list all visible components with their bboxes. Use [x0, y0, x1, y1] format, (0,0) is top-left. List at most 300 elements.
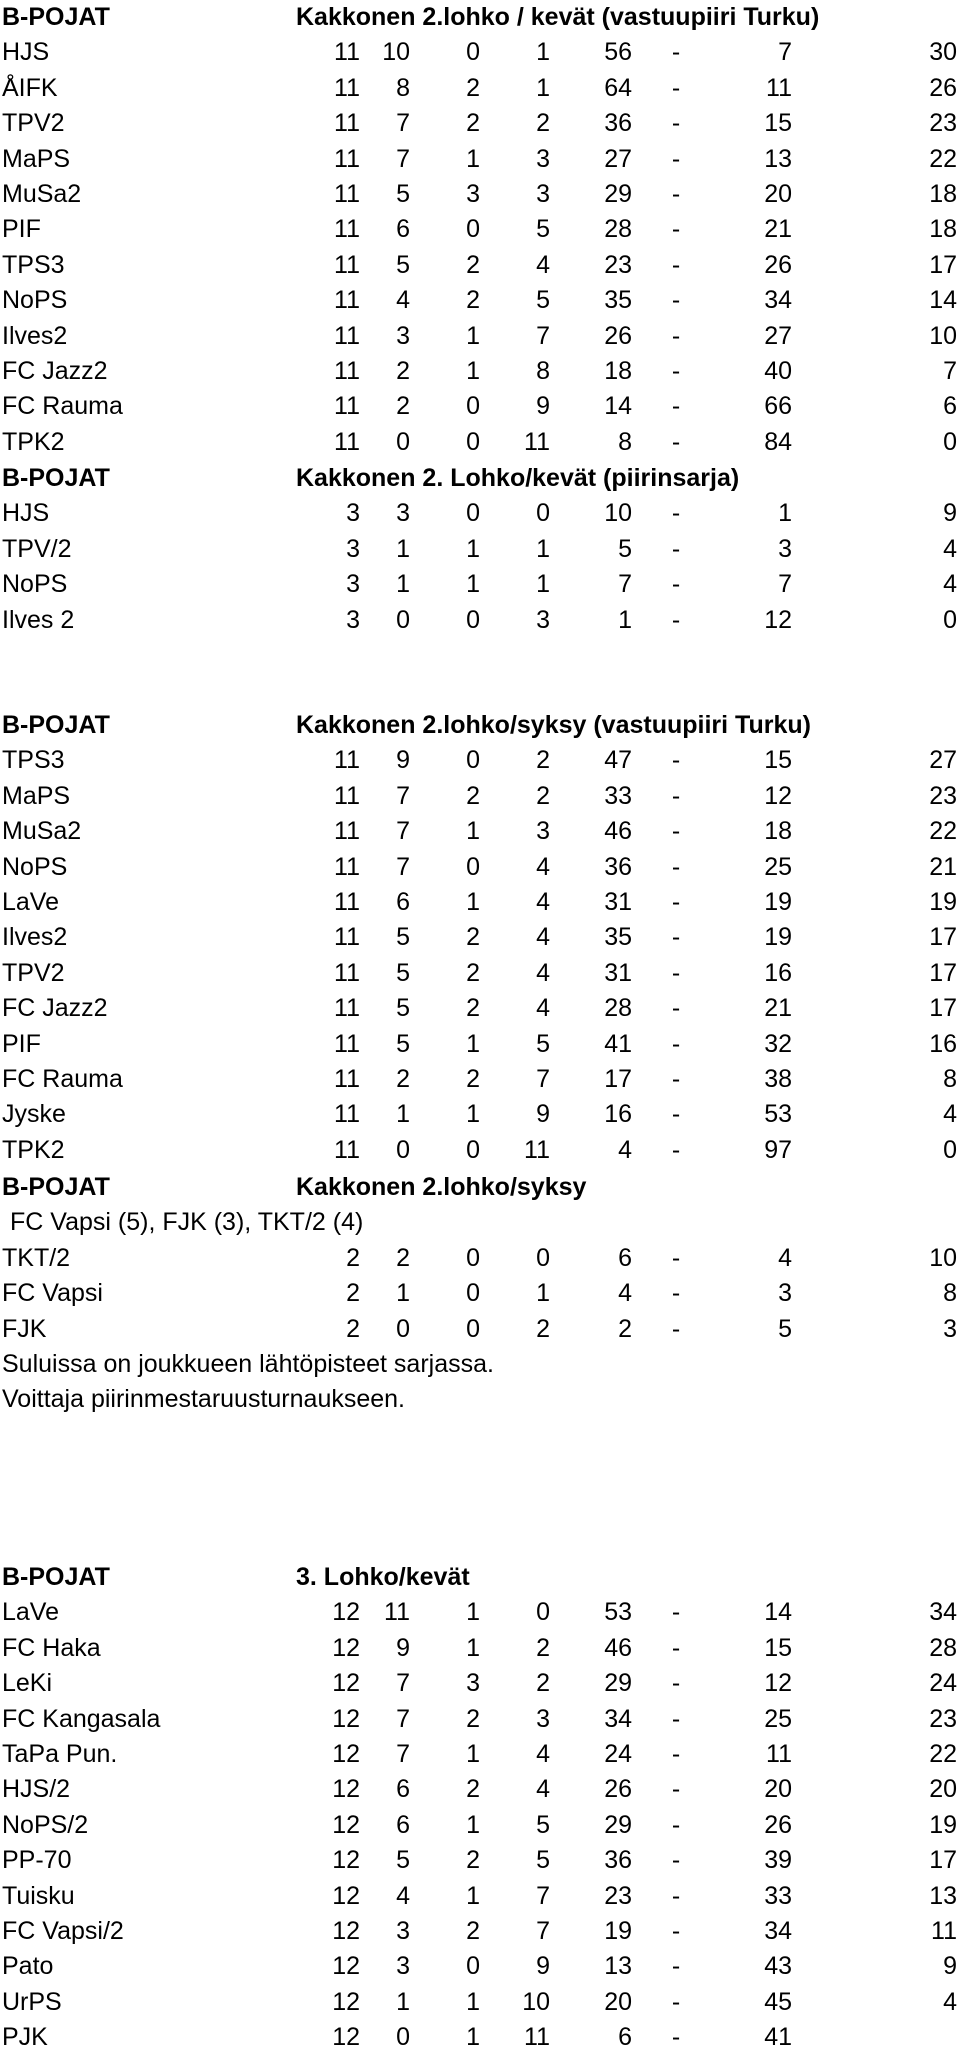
losses: 5: [536, 1029, 550, 1058]
team-name: TPK2: [2, 427, 65, 456]
table-row: [0, 389, 960, 424]
goals-against: 34: [764, 1916, 792, 1945]
goals-against: 41: [764, 2023, 792, 2052]
team-name: HJS: [2, 499, 50, 528]
score-separator: -: [671, 923, 681, 952]
section-header: [0, 461, 960, 496]
draws: 2: [466, 781, 480, 810]
games-played: 12: [332, 1846, 360, 1875]
note-winner: Voittaja piirinmestaruusturnaukseen.: [2, 1385, 406, 1414]
losses: 11: [524, 1135, 550, 1164]
games-played: 12: [332, 1881, 360, 1910]
table-row: [0, 1027, 960, 1062]
team-name: PIF: [2, 215, 41, 244]
points: 3: [943, 1314, 957, 1343]
games-played: 12: [332, 2023, 360, 2052]
team-name: HJS/2: [2, 1775, 71, 1804]
games-played: 12: [332, 1704, 360, 1733]
team-name: Ilves2: [2, 321, 68, 350]
points: 4: [943, 1987, 957, 2016]
points: 13: [929, 1881, 957, 1910]
table-row: [0, 956, 960, 991]
losses: 4: [536, 994, 550, 1023]
losses: 7: [536, 1064, 550, 1093]
wins: 5: [396, 923, 410, 952]
wins: 6: [396, 215, 410, 244]
points: 10: [929, 1243, 957, 1272]
section-subtitle: FC Vapsi (5), FJK (3), TKT/2 (4): [10, 1208, 364, 1237]
team-name: FC Kangasala: [2, 1704, 161, 1733]
wins: 1: [396, 1100, 410, 1129]
team-name: Tuisku: [2, 1881, 75, 1910]
wins: 0: [396, 427, 410, 456]
losses: 4: [536, 852, 550, 881]
score-separator: -: [671, 250, 681, 279]
table-row: [0, 850, 960, 885]
team-name: ÅIFK: [2, 73, 58, 102]
team-name: NoPS: [2, 570, 68, 599]
games-played: 12: [332, 1810, 360, 1839]
goals-against: 12: [764, 605, 792, 634]
score-separator: -: [671, 1846, 681, 1875]
draws: 2: [466, 286, 480, 315]
goals-against: 16: [764, 958, 792, 987]
team-name: MaPS: [2, 144, 71, 173]
draws: 1: [466, 1029, 480, 1058]
table-row: [0, 1949, 960, 1984]
games-played: 3: [346, 534, 360, 563]
table-row: [0, 1808, 960, 1843]
goals-against: 39: [764, 1846, 792, 1875]
draws: 1: [466, 1598, 480, 1627]
table-row: [0, 1879, 960, 1914]
score-separator: -: [671, 427, 681, 456]
table-row: [0, 2020, 960, 2055]
losses: 11: [524, 427, 550, 456]
table-row: [0, 1595, 960, 1630]
score-separator: -: [671, 958, 681, 987]
wins: 5: [396, 250, 410, 279]
losses: 3: [536, 144, 550, 173]
team-name: FC Vapsi/2: [2, 1916, 124, 1945]
points: 26: [929, 73, 957, 102]
wins: 2: [396, 1064, 410, 1093]
goals-against: 25: [764, 1704, 792, 1733]
wins: 6: [396, 1775, 410, 1804]
goals-for: 35: [604, 923, 632, 952]
points: 23: [929, 109, 957, 138]
goals-for: 36: [604, 1846, 632, 1875]
team-name: TPV2: [2, 958, 65, 987]
goals-for: 34: [604, 1704, 632, 1733]
games-played: 11: [334, 109, 360, 138]
wins: 3: [396, 1916, 410, 1945]
table-row: [0, 1133, 960, 1168]
wins: 6: [396, 1810, 410, 1839]
points: 0: [943, 427, 957, 456]
table-row: [0, 1276, 960, 1311]
losses: 11: [524, 2023, 550, 2052]
draws: 1: [466, 2023, 480, 2052]
goals-for: 8: [618, 427, 632, 456]
goals-against: 33: [764, 1881, 792, 1910]
games-played: 11: [334, 1100, 360, 1129]
table-row: [0, 1097, 960, 1132]
table-row: [0, 1985, 960, 2020]
wins: 11: [384, 1598, 410, 1627]
score-separator: -: [671, 1952, 681, 1981]
goals-for: 13: [604, 1952, 632, 1981]
goals-for: 27: [604, 144, 632, 173]
losses: 3: [536, 817, 550, 846]
points: 16: [929, 1029, 957, 1058]
wins: 8: [396, 73, 410, 102]
games-played: 11: [334, 179, 360, 208]
section-title: Kakkonen 2. Lohko/kevät (piirinsarja): [296, 464, 740, 492]
goals-for: 41: [604, 1029, 632, 1058]
wins: 7: [396, 109, 410, 138]
note-row: [0, 1347, 960, 1382]
score-separator: -: [671, 1314, 681, 1343]
losses: 3: [536, 1704, 550, 1733]
goals-against: 3: [778, 534, 792, 563]
games-played: 11: [334, 321, 360, 350]
points: 30: [929, 38, 957, 67]
score-separator: -: [671, 1029, 681, 1058]
goals-against: 27: [764, 321, 792, 350]
wins: 2: [396, 356, 410, 385]
score-separator: -: [671, 1135, 681, 1164]
games-played: 3: [346, 605, 360, 634]
losses: 4: [536, 1775, 550, 1804]
losses: 1: [536, 534, 550, 563]
goals-against: 12: [764, 1669, 792, 1698]
score-separator: -: [671, 817, 681, 846]
table-row: [0, 1062, 960, 1097]
games-played: 2: [346, 1314, 360, 1343]
table-row: [0, 567, 960, 602]
losses: 7: [536, 321, 550, 350]
goals-against: 1: [778, 499, 792, 528]
table-row: [0, 603, 960, 638]
games-played: 11: [334, 994, 360, 1023]
team-name: MuSa2: [2, 179, 82, 208]
draws: 2: [466, 1846, 480, 1875]
wins: 7: [396, 817, 410, 846]
goals-against: 19: [764, 923, 792, 952]
losses: 2: [536, 1633, 550, 1662]
draws: 0: [466, 392, 480, 421]
goals-for: 29: [604, 179, 632, 208]
draws: 1: [466, 1739, 480, 1768]
losses: 0: [536, 1598, 550, 1627]
wins: 9: [396, 746, 410, 775]
losses: 2: [536, 1314, 550, 1343]
score-separator: -: [671, 73, 681, 102]
draws: 1: [466, 1100, 480, 1129]
goals-for: 20: [604, 1987, 632, 2016]
team-name: Jyske: [2, 1100, 66, 1129]
points: 19: [929, 887, 957, 916]
wins: 5: [396, 179, 410, 208]
draws: 1: [466, 817, 480, 846]
points: 8: [943, 1279, 957, 1308]
score-separator: -: [671, 1064, 681, 1093]
draws: 2: [466, 1704, 480, 1733]
losses: 1: [536, 73, 550, 102]
points: 17: [929, 1846, 957, 1875]
points: 22: [929, 817, 957, 846]
games-played: 12: [332, 1916, 360, 1945]
draws: 0: [466, 427, 480, 456]
section-category: B-POJAT: [2, 1173, 110, 1201]
goals-for: 26: [604, 1775, 632, 1804]
goals-against: 11: [766, 1739, 792, 1768]
goals-against: 45: [764, 1987, 792, 2016]
goals-against: 5: [778, 1314, 792, 1343]
goals-against: 21: [764, 994, 792, 1023]
wins: 7: [396, 852, 410, 881]
score-separator: -: [671, 1739, 681, 1768]
goals-against: 53: [764, 1100, 792, 1129]
goals-for: 29: [604, 1810, 632, 1839]
standings-section-5: [0, 1560, 960, 2055]
goals-against: 15: [764, 109, 792, 138]
goals-against: 13: [764, 144, 792, 173]
points: 17: [929, 994, 957, 1023]
score-separator: -: [671, 38, 681, 67]
draws: 0: [466, 1314, 480, 1343]
team-name: FC Haka: [2, 1633, 101, 1662]
games-played: 11: [334, 250, 360, 279]
team-name: FC Rauma: [2, 1064, 123, 1093]
score-separator: -: [671, 605, 681, 634]
goals-against: 97: [764, 1135, 792, 1164]
team-name: PP-70: [2, 1846, 72, 1875]
points: 4: [943, 1100, 957, 1129]
goals-for: 2: [618, 1314, 632, 1343]
table-row: [0, 212, 960, 247]
table-row: [0, 319, 960, 354]
table-row: [0, 779, 960, 814]
losses: 2: [536, 109, 550, 138]
table-row: [0, 142, 960, 177]
section-title: 3. Lohko/kevät: [296, 1563, 470, 1591]
games-played: 11: [334, 427, 360, 456]
games-played: 12: [332, 1669, 360, 1698]
score-separator: -: [671, 570, 681, 599]
draws: 2: [466, 1064, 480, 1093]
team-name: PIF: [2, 1029, 41, 1058]
games-played: 11: [334, 887, 360, 916]
goals-against: 26: [764, 250, 792, 279]
wins: 3: [396, 1952, 410, 1981]
losses: 7: [536, 1916, 550, 1945]
goals-against: 20: [764, 179, 792, 208]
games-played: 12: [332, 1952, 360, 1981]
table-row: [0, 920, 960, 955]
team-name: HJS: [2, 38, 50, 67]
wins: 1: [396, 570, 410, 599]
points: 22: [929, 1739, 957, 1768]
team-name: Pato: [2, 1952, 54, 1981]
table-row: [0, 1241, 960, 1276]
table-row: [0, 1772, 960, 1807]
table-row: [0, 991, 960, 1026]
team-name: FC Vapsi: [2, 1279, 103, 1308]
section-title: Kakkonen 2.lohko/syksy (vastuupiiri Turku): [296, 711, 811, 739]
losses: 1: [536, 1279, 550, 1308]
wins: 7: [396, 144, 410, 173]
games-played: 2: [346, 1243, 360, 1272]
wins: 0: [396, 1135, 410, 1164]
losses: 8: [536, 356, 550, 385]
losses: 9: [536, 1952, 550, 1981]
team-name: MuSa2: [2, 817, 82, 846]
team-name: NoPS: [2, 286, 68, 315]
table-row: [0, 1737, 960, 1772]
games-played: 11: [334, 356, 360, 385]
wins: 0: [396, 605, 410, 634]
losses: 1: [536, 570, 550, 599]
losses: 4: [536, 887, 550, 916]
points: 34: [929, 1598, 957, 1627]
losses: 2: [536, 746, 550, 775]
goals-for: 19: [604, 1916, 632, 1945]
wins: 4: [396, 1881, 410, 1910]
section-category: B-POJAT: [2, 1563, 110, 1591]
goals-for: 56: [604, 38, 632, 67]
wins: 7: [396, 1739, 410, 1768]
score-separator: -: [671, 1669, 681, 1698]
standings-section-2: [0, 461, 960, 638]
draws: 3: [466, 1669, 480, 1698]
games-played: 11: [334, 958, 360, 987]
goals-against: 21: [764, 215, 792, 244]
team-name: TPS3: [2, 250, 65, 279]
goals-against: 66: [764, 392, 792, 421]
goals-for: 36: [604, 109, 632, 138]
goals-against: 26: [764, 1810, 792, 1839]
goals-for: 18: [604, 356, 632, 385]
draws: 0: [466, 499, 480, 528]
score-separator: -: [671, 1633, 681, 1662]
draws: 2: [466, 958, 480, 987]
section-title: Kakkonen 2.lohko / kevät (vastuupiiri Turku): [296, 3, 820, 31]
games-played: 11: [334, 38, 360, 67]
score-separator: -: [671, 1987, 681, 2016]
wins: 9: [396, 1633, 410, 1662]
table-row: [0, 35, 960, 70]
draws: 0: [466, 1243, 480, 1272]
draws: 0: [466, 746, 480, 775]
score-separator: -: [671, 534, 681, 563]
goals-against: 84: [764, 427, 792, 456]
losses: 5: [536, 215, 550, 244]
points: 7: [943, 356, 957, 385]
wins: 4: [396, 286, 410, 315]
goals-for: 4: [618, 1135, 632, 1164]
games-played: 11: [334, 286, 360, 315]
wins: 5: [396, 994, 410, 1023]
goals-against: 19: [764, 887, 792, 916]
wins: 5: [396, 1846, 410, 1875]
goals-for: 5: [618, 534, 632, 563]
note-starting-points: Suluissa on joukkueen lähtöpisteet sarjassa.: [2, 1349, 494, 1378]
wins: 2: [396, 392, 410, 421]
standings-section-3: [0, 708, 960, 1168]
score-separator: -: [671, 746, 681, 775]
wins: 1: [396, 534, 410, 563]
standings-section-1: [0, 0, 960, 460]
score-separator: -: [671, 321, 681, 350]
table-row: [0, 885, 960, 920]
table-row: [0, 177, 960, 212]
goals-for: 1: [618, 605, 632, 634]
table-row: [0, 532, 960, 567]
goals-against: 12: [764, 781, 792, 810]
team-name: PJK: [2, 2023, 48, 2052]
wins: 7: [396, 1704, 410, 1733]
points: 20: [929, 1775, 957, 1804]
games-played: 3: [346, 499, 360, 528]
score-separator: -: [671, 392, 681, 421]
points: 28: [929, 1633, 957, 1662]
table-row: [0, 248, 960, 283]
losses: 4: [536, 250, 550, 279]
team-name: LeKi: [2, 1669, 53, 1698]
draws: 2: [466, 109, 480, 138]
draws: 0: [466, 605, 480, 634]
draws: 1: [466, 887, 480, 916]
draws: 0: [466, 1135, 480, 1164]
goals-for: 23: [604, 1881, 632, 1910]
goals-for: 31: [604, 958, 632, 987]
goals-against: 38: [764, 1064, 792, 1093]
losses: 5: [536, 1810, 550, 1839]
draws: 0: [466, 1952, 480, 1981]
team-name: FC Jazz2: [2, 994, 108, 1023]
team-name: Ilves2: [2, 923, 68, 952]
points: 4: [943, 570, 957, 599]
section-category: B-POJAT: [2, 464, 110, 492]
games-played: 12: [332, 1633, 360, 1662]
score-separator: -: [671, 887, 681, 916]
score-separator: -: [671, 1810, 681, 1839]
goals-against: 7: [778, 570, 792, 599]
losses: 5: [536, 1846, 550, 1875]
goals-against: 4: [778, 1243, 792, 1272]
goals-for: 46: [604, 1633, 632, 1662]
games-played: 11: [334, 746, 360, 775]
draws: 2: [466, 994, 480, 1023]
losses: 4: [536, 1739, 550, 1768]
wins: 0: [396, 1314, 410, 1343]
goals-for: 23: [604, 250, 632, 279]
goals-for: 53: [604, 1598, 632, 1627]
goals-against: 34: [764, 286, 792, 315]
goals-for: 28: [604, 994, 632, 1023]
standings-section-4: [0, 1170, 960, 1418]
section-category: B-POJAT: [2, 3, 110, 31]
wins: 6: [396, 887, 410, 916]
draws: 0: [466, 215, 480, 244]
goals-for: 14: [604, 392, 632, 421]
wins: 1: [396, 1279, 410, 1308]
points: 17: [929, 923, 957, 952]
goals-against: 7: [778, 38, 792, 67]
goals-for: 28: [604, 215, 632, 244]
